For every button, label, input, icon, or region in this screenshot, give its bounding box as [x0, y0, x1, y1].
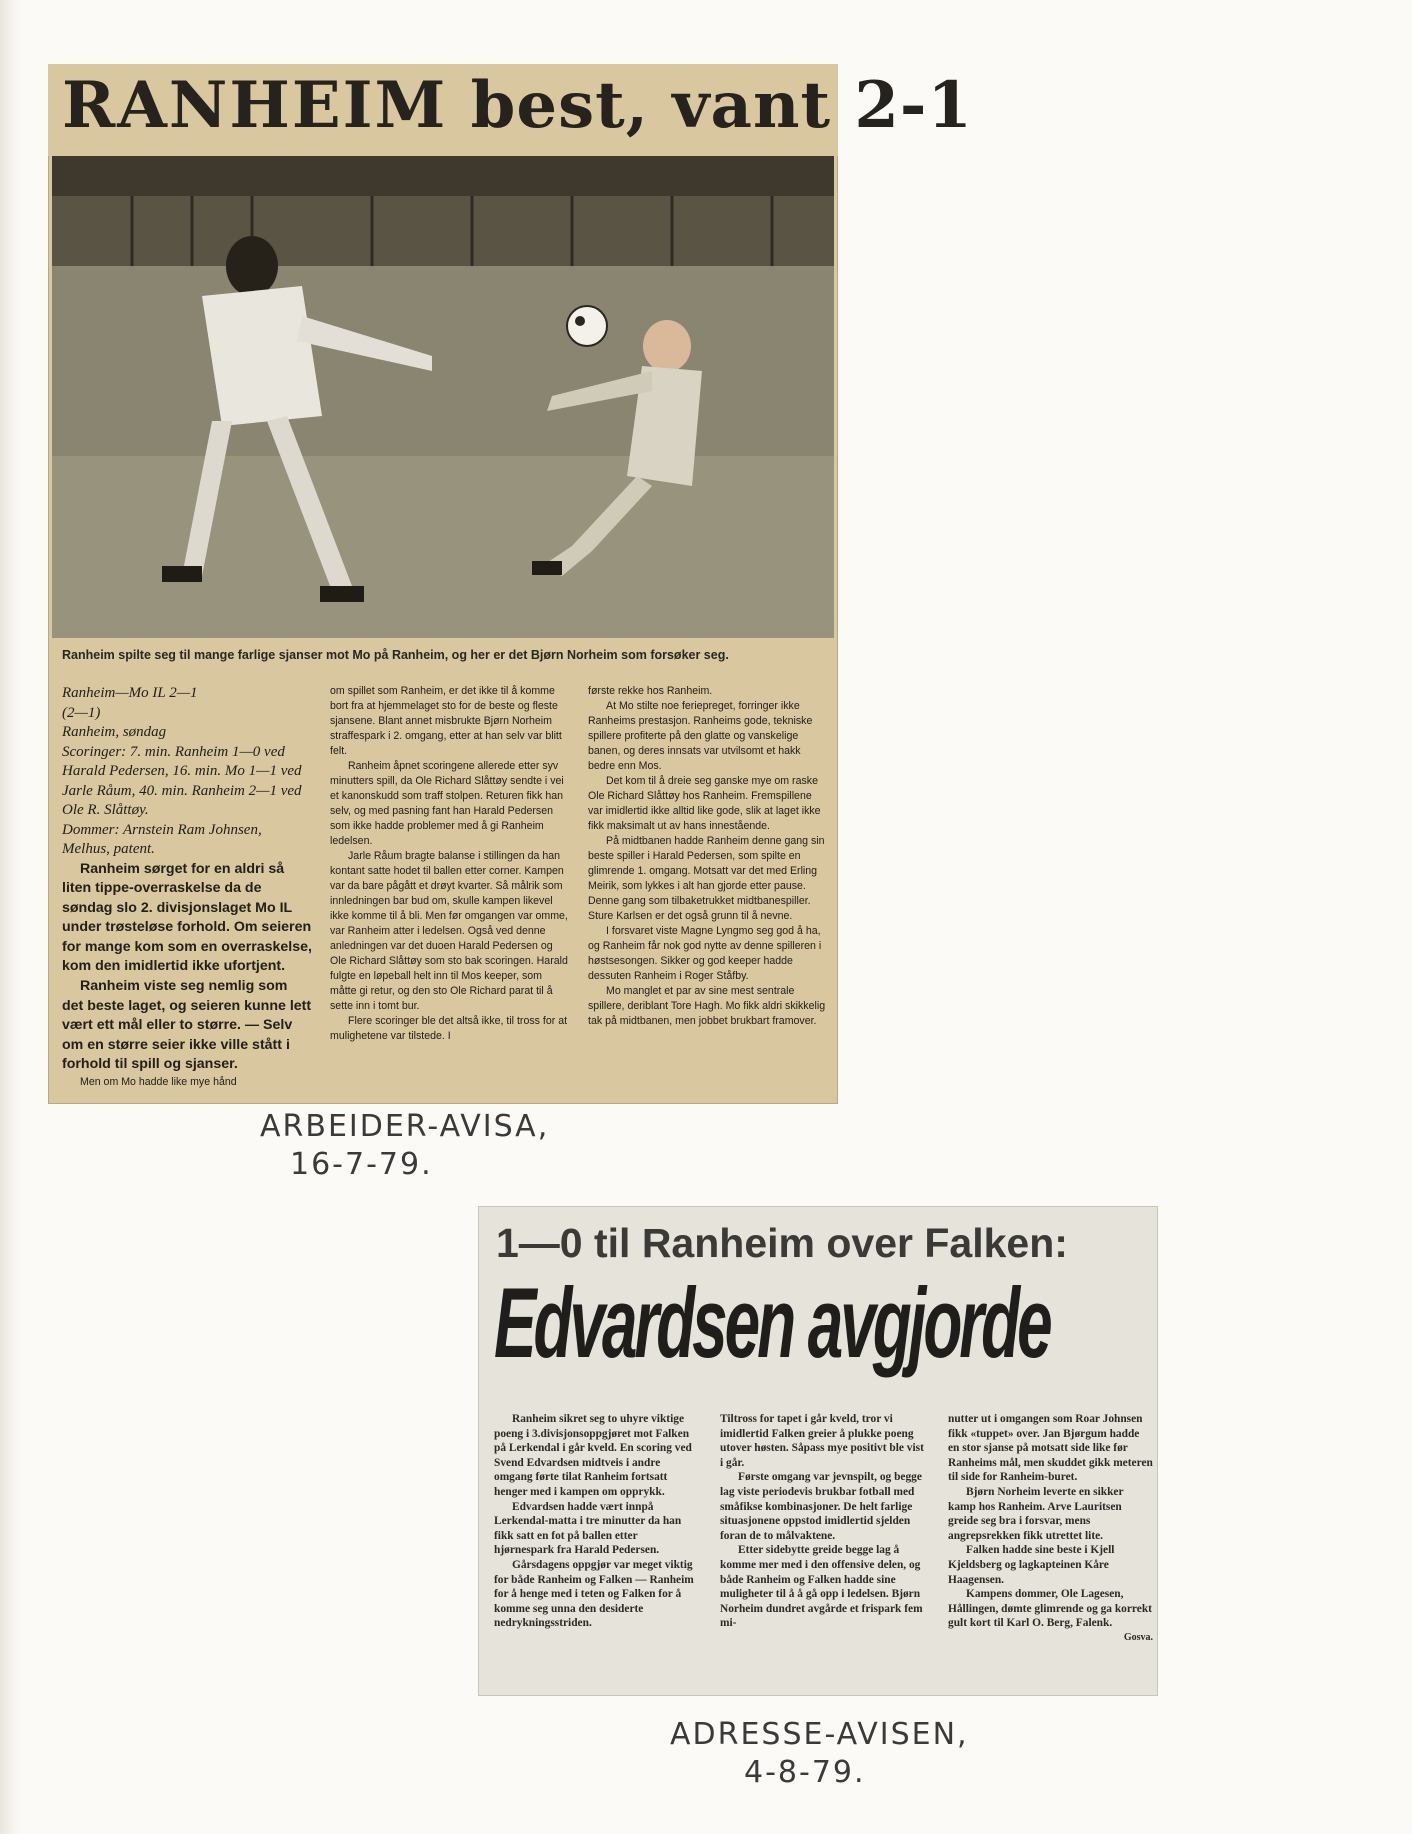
source-name: ADRESSE-AVISEN, — [670, 1717, 969, 1752]
body-paragraph: Ranheim sikret seg to uhyre viktige poeng i 3.divisjonsoppgjøret mot Falken på Lerkendal i går kveld. En scoring ved Svend Edvardsen midtveis i andre omgang førte tilat Ranheim fortsatt henger med i kampen om opprykk. — [494, 1413, 692, 1498]
source-date: 4-8-79. — [744, 1755, 866, 1790]
kicker: 1—0 til Ranheim over Falken: — [496, 1220, 1068, 1266]
source-date: 16-7-79. — [290, 1147, 433, 1182]
body-paragraph: Ranheim åpnet scoringene allerede etter syv minutters spill, da Ole Richard Slåttøy sendte i vei et kanonskudd som traff stolpen. Returen fikk han selv, og med pasning fant han Harald Pedersen som ikke hadde problemer med å gi Ranheim ledelsen. — [330, 760, 564, 847]
body-paragraph: Flere scoringer ble det altså ikke, til tross for at mulighetene var tilstede. I — [330, 1015, 568, 1042]
body-paragraph: om spillet som Ranheim, er det ikke til å komme bort fra at hjemmelaget sto for de beste og fleste sjansene. Blant annet misbrukte Bjørn Norheim straffespark i 2. omgang, etter at han selv var blitt felt. — [330, 685, 562, 757]
headline: Edvardsen avgjorde — [494, 1267, 1050, 1379]
body-paragraph: Bjørn Norheim leverte en sikker kamp hos Ranheim. Arve Lauritsen greide seg bra i forsvar, mens angrepsrekken fikk utrettet lite. — [948, 1485, 1124, 1542]
source-name: ARBEIDER-AVISA, — [260, 1109, 550, 1144]
headline — [62, 68, 973, 143]
match-photo — [52, 156, 834, 638]
body-paragraph: nutter ut i omgangen som Roar Johnsen fikk «tuppet» over. Jan Bjørgum hadde en stor sjanse på motsatt side like før Ranheims mål, men skuddet gikk meteren til side for Ranheim-buret. — [948, 1413, 1153, 1484]
lead-paragraph: Ranheim sørget for en aldri så liten tippe-overraskelse da de søndag slo 2. divisjonslaget Mo IL under trøsteløse forhold. Om seieren for mange kom som en overraskelse, kom den imidlertid ikke ufortjent. — [62, 860, 312, 975]
body-paragraph: Det kom til å dreie seg ganske mye om raske Ole Richard Slåttøy hos Ranheim. Fremspillene var imidlertid ikke alltid like gode, slik at laget ikke fikk maksimalt ut av hans innestående. — [588, 775, 821, 832]
article1-column-1 — [62, 684, 312, 1089]
lead-paragraph-2: Ranheim viste seg nemlig som det beste laget, og seieren kunne lett vært ett mål eller to større. — Selv om en større seier ikke ville stått i forhold til spill og sjanser. — [62, 978, 312, 1073]
handwritten-source-note-1 — [260, 1108, 549, 1184]
article2-column-2 — [720, 1412, 925, 1631]
article2-column-1 — [494, 1412, 699, 1631]
body-paragraph: første rekke hos Ranheim. — [588, 685, 713, 697]
article2-column-3 — [948, 1412, 1153, 1646]
match-photo-drawing — [52, 156, 834, 638]
body-paragraph: Gårsdagens oppgjør var meget viktig for både Ranheim og Falken — Ranheim for å henge med i teten og Falken for å komme seg unna den desiderte nedrykningsstriden. — [494, 1558, 694, 1630]
facts-halftime: (2—1) — [62, 704, 101, 721]
body-paragraph: Mo manglet et par av sine mest sentrale spillere, deriblant Tore Hagh. Mo fikk aldri skikkelig tak på midtbanen, men jobbet brukbart framover. — [588, 985, 826, 1027]
body-paragraph: Første omgang var jevnspilt, og begge lag viste periodevis brukbar fotball med småfikse kombinasjoner. De helt farlige situasjonene oppstod imidlertid sjelden foran de to målvaktene. — [720, 1471, 922, 1542]
facts-result: Ranheim—Mo IL 2—1 — [62, 685, 198, 701]
photo-caption: Ranheim spilte seg til mange farlige sjanser mot Mo på Ranheim, og her er det Bjørn Norheim som forsøker seg. — [62, 648, 729, 662]
headline-block — [48, 64, 973, 156]
column-1-tail: Men om Mo hadde like mye hånd — [80, 1076, 237, 1089]
byline-signature: Gosva. — [1123, 1631, 1153, 1643]
body-paragraph: På midtbanen hadde Ranheim denne gang sin beste spiller i Harald Pedersen, som spilte en glimrende 1. omgang. Motsatt var det med Erling Meirik, som lykkes i alt han gjorde etter pause. Denne gang som tilbaketrukket midtbanespiller. Sture Karlsen er det også grunn til å nevne. — [588, 835, 825, 922]
headline-rest: best, vant 2-1 — [447, 68, 973, 143]
article1-column-3 — [588, 684, 828, 1029]
clipping-arbeider-avisa — [48, 64, 973, 1104]
body-paragraph: Etter sidebytte greide begge lag å komme mer med i den offensive delen, og både Ranheim og Falken hadde sine muligheter til å å gå opp i ledelsen. Bjørn Norheim dundret avgårde et frispark fem mi- — [720, 1544, 923, 1630]
clipping-adresse-avisen — [478, 1206, 1158, 1696]
body-paragraph: At Mo stilte noe feriepreget, forringer ikke Ranheims prestasjon. Ranheims gode, tekniske spillere profiterte på den glatte og vanskelige banen, og deres innsats var utvilsomt et hakk bedre enn Mos. — [588, 700, 813, 772]
facts-referee: Dommer: Arnstein Ram Johnsen, Melhus, patent. — [62, 821, 262, 857]
body-paragraph: Jarle Råum bragte balanse i stillingen da han kontant satte hodet til ballen etter corner. Kampen var da bare pågått et drøyt kvarter. Så målrik som innledningen bar bud om, skulle kampen likevel ikke komme til å bli. Men før omgangen var omme, var Ranheim atter i ledelsen. Også ved denne anledningen var det duoen Harald Pedersen og Ole Richard Slåttøy som sto bak scoringen. Harald fulgte en løpeball helt inn til Mos keeper, som måtte gi retur, og den sto Ole Richard parat til å sette inn i tomt bur. — [330, 850, 568, 1012]
facts-venue: Ranheim, søndag — [62, 724, 167, 740]
page-edge — [0, 0, 22, 1834]
headline-team: RANHEIM — [62, 68, 448, 143]
facts-scorers: Scoringer: 7. min. Ranheim 1—0 ved Harald Pedersen, 16. min. Mo 1—1 ved Jarle Råum, 40. min. Ranheim 2—1 ved Ole R. Slåttøy. — [62, 743, 302, 818]
body-paragraph: Kampens dommer, Ole Lagesen, Hållingen, dømte glimrende og ga korrekt gult kort til Karl O. Berg, Falenk. — [948, 1588, 1152, 1630]
handwritten-source-note-2 — [670, 1716, 969, 1792]
article1-column-2 — [330, 684, 570, 1044]
body-paragraph: I forsvaret viste Magne Lyngmo seg god å ha, og Ranheim får nok god nytte av denne spilleren i høstsesongen. Sikker og god keeper hadde dessuten Ranheim i Roger Ståfby. — [588, 925, 822, 982]
match-facts — [62, 684, 312, 860]
body-paragraph: Edvardsen hadde vært innpå Lerkendal-matta i tre minutter da han fikk satt en fot på ballen etter hjørnespark fra Harald Pedersen. — [494, 1500, 682, 1557]
body-paragraph: Tiltross for tapet i går kveld, tror vi imidlertid Falken greier å plukke poeng utover høsten. Såpass mye positivt ble vist i går. — [720, 1413, 924, 1469]
body-paragraph: Falken hadde sine beste i Kjell Kjeldsberg og lagkapteinen Kåre Haagensen. — [948, 1544, 1115, 1586]
